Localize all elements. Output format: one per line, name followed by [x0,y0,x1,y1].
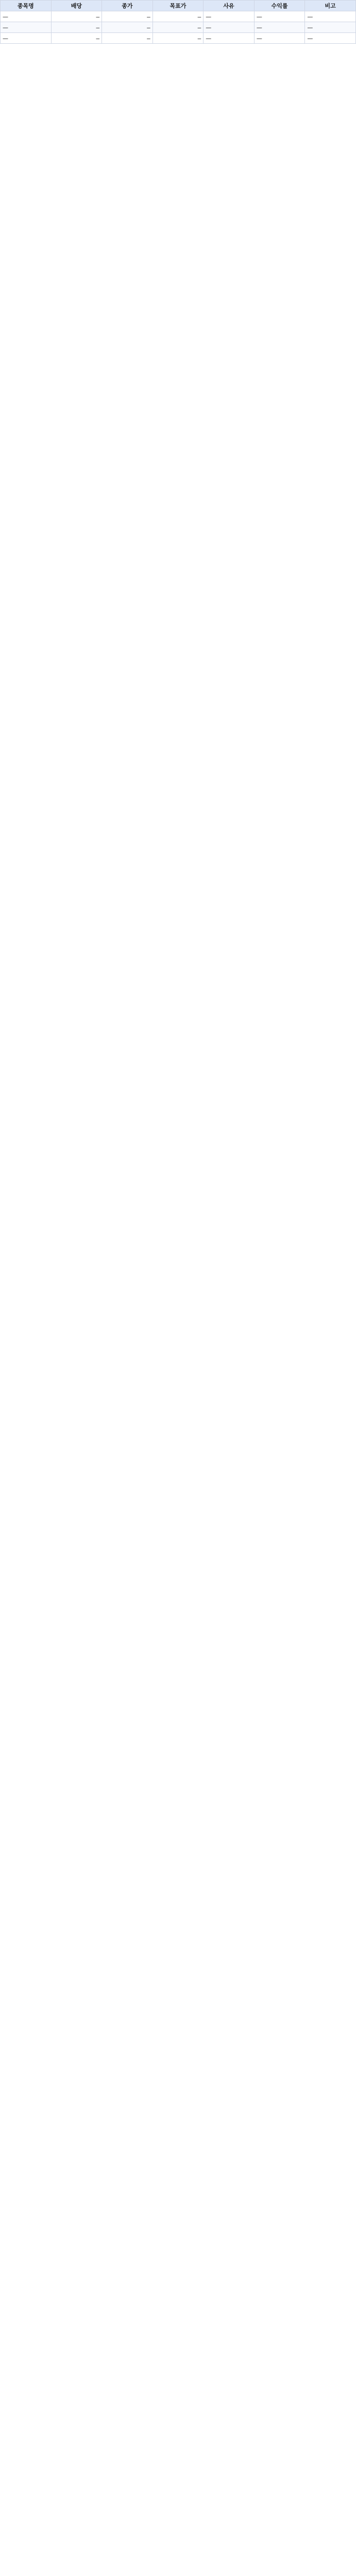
header-cell: 배당 [51,1,102,11]
table-cell: — [152,22,204,33]
table-cell: — [102,33,153,44]
table-header-row [1,1,356,11]
table-cell: — [1,33,52,44]
header-cell: 목표가 [152,1,204,11]
header-cell: 비고 [305,1,356,11]
table-cell: — [204,22,255,33]
table-cell: — [102,22,153,33]
table-cell: — [305,11,356,22]
table-row [1,22,356,33]
header-cell: 종가 [102,1,153,11]
table-cell: — [204,11,255,22]
table-row [1,33,356,44]
table-cell: — [51,33,102,44]
header-cell: 종목명 [1,1,52,11]
stock-table-page [0,0,356,50]
table-cell: — [51,11,102,22]
table-cell: — [1,11,52,22]
table-cell: — [51,22,102,33]
table-body [1,11,356,44]
stock-table [0,0,356,44]
table-cell: — [152,33,204,44]
header-cell: 사유 [204,1,255,11]
header-cell: 수익률 [254,1,305,11]
table-cell: — [1,22,52,33]
table-cell: — [254,33,305,44]
table-cell: — [254,11,305,22]
table-cell: — [152,11,204,22]
table-footer [0,44,356,50]
table-cell: — [305,33,356,44]
table-cell: — [102,11,153,22]
table-cell: — [305,22,356,33]
table-cell: — [204,33,255,44]
table-cell: — [254,22,305,33]
table-row [1,11,356,22]
